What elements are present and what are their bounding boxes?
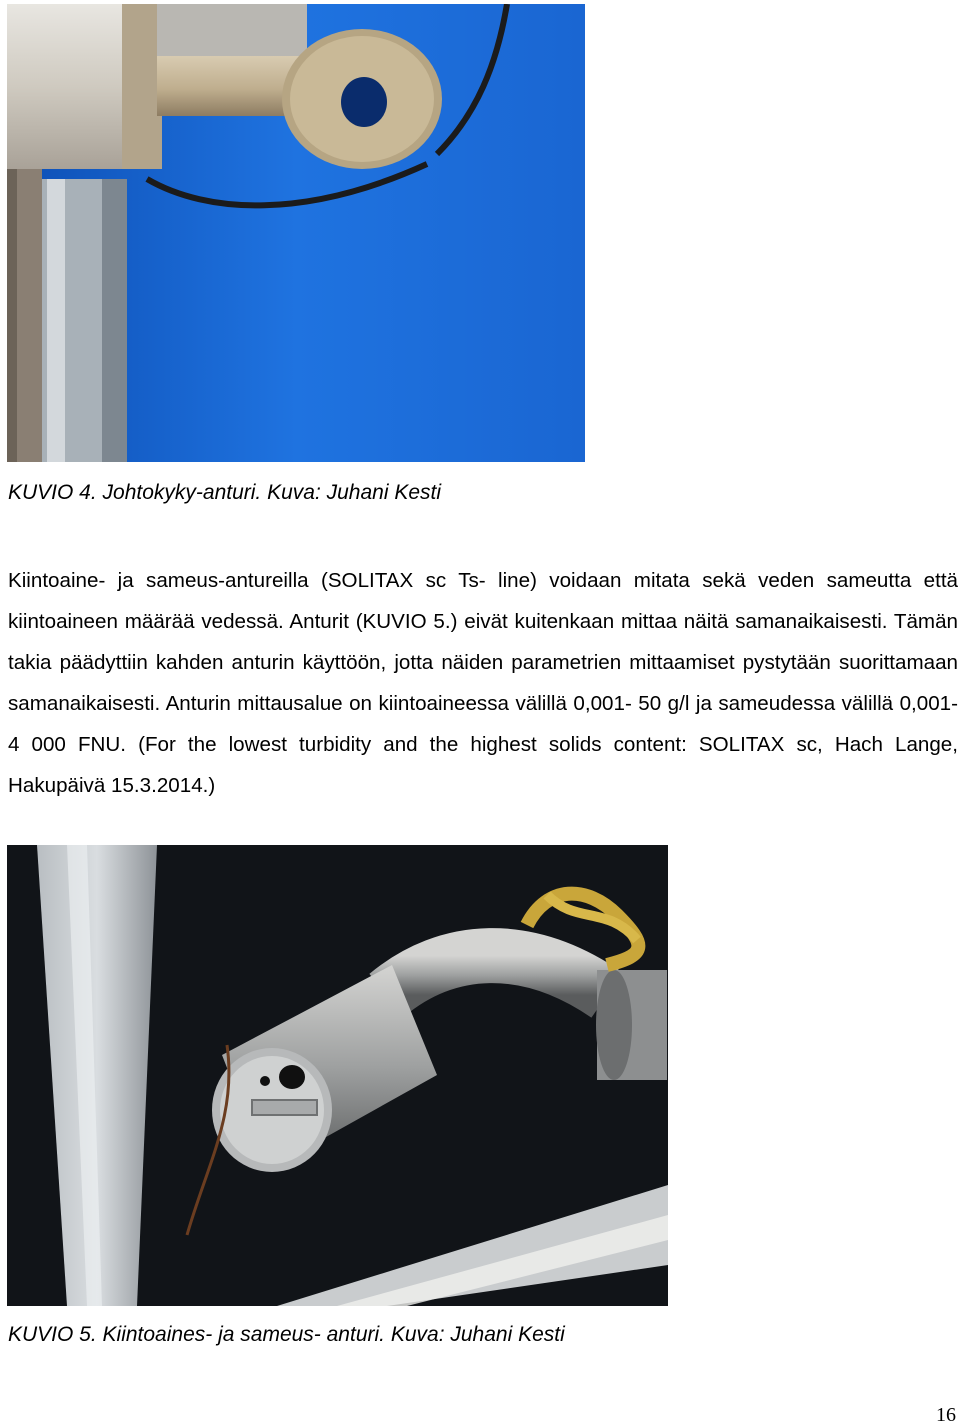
figure-4-photo xyxy=(7,4,585,462)
figure-5-photo xyxy=(7,845,668,1306)
figure-5-caption: KUVIO 5. Kiintoaines- ja sameus- anturi. Kuva: Juhani Kesti xyxy=(8,1323,565,1346)
figure-4-caption: KUVIO 4. Johtokyky-anturi. Kuva: Juhani Kesti xyxy=(8,481,442,504)
body-paragraph: Kiintoaine- ja sameus-antureilla (SOLITAX sc Ts- line) voidaan mitata sekä veden sameutta että kiintoaineen määrää vedessä. Anturit (KUVIO 5.) eivät kuitenkaan mittaa näitä samanaikaisesti. Tämän takia päädyttiin kahden anturin käyttöön, jotta näiden parametrien mittaamiset pystytään suorittamaan samanaikaisesti. Anturin mittausalue on kiintoaineessa välillä 0,001- 50 g/l ja sameudessa välillä 0,001-4 000 FNU. (For the lowest turbidity and the highest solids content: SOLITAX sc, Hach Lange, Hakupäivä 15.3.2014.) xyxy=(8,569,958,797)
page-number: 16 xyxy=(936,1404,956,1426)
solids-turbidity-sensor-image xyxy=(7,845,668,1306)
conductivity-sensor-image xyxy=(7,4,585,462)
